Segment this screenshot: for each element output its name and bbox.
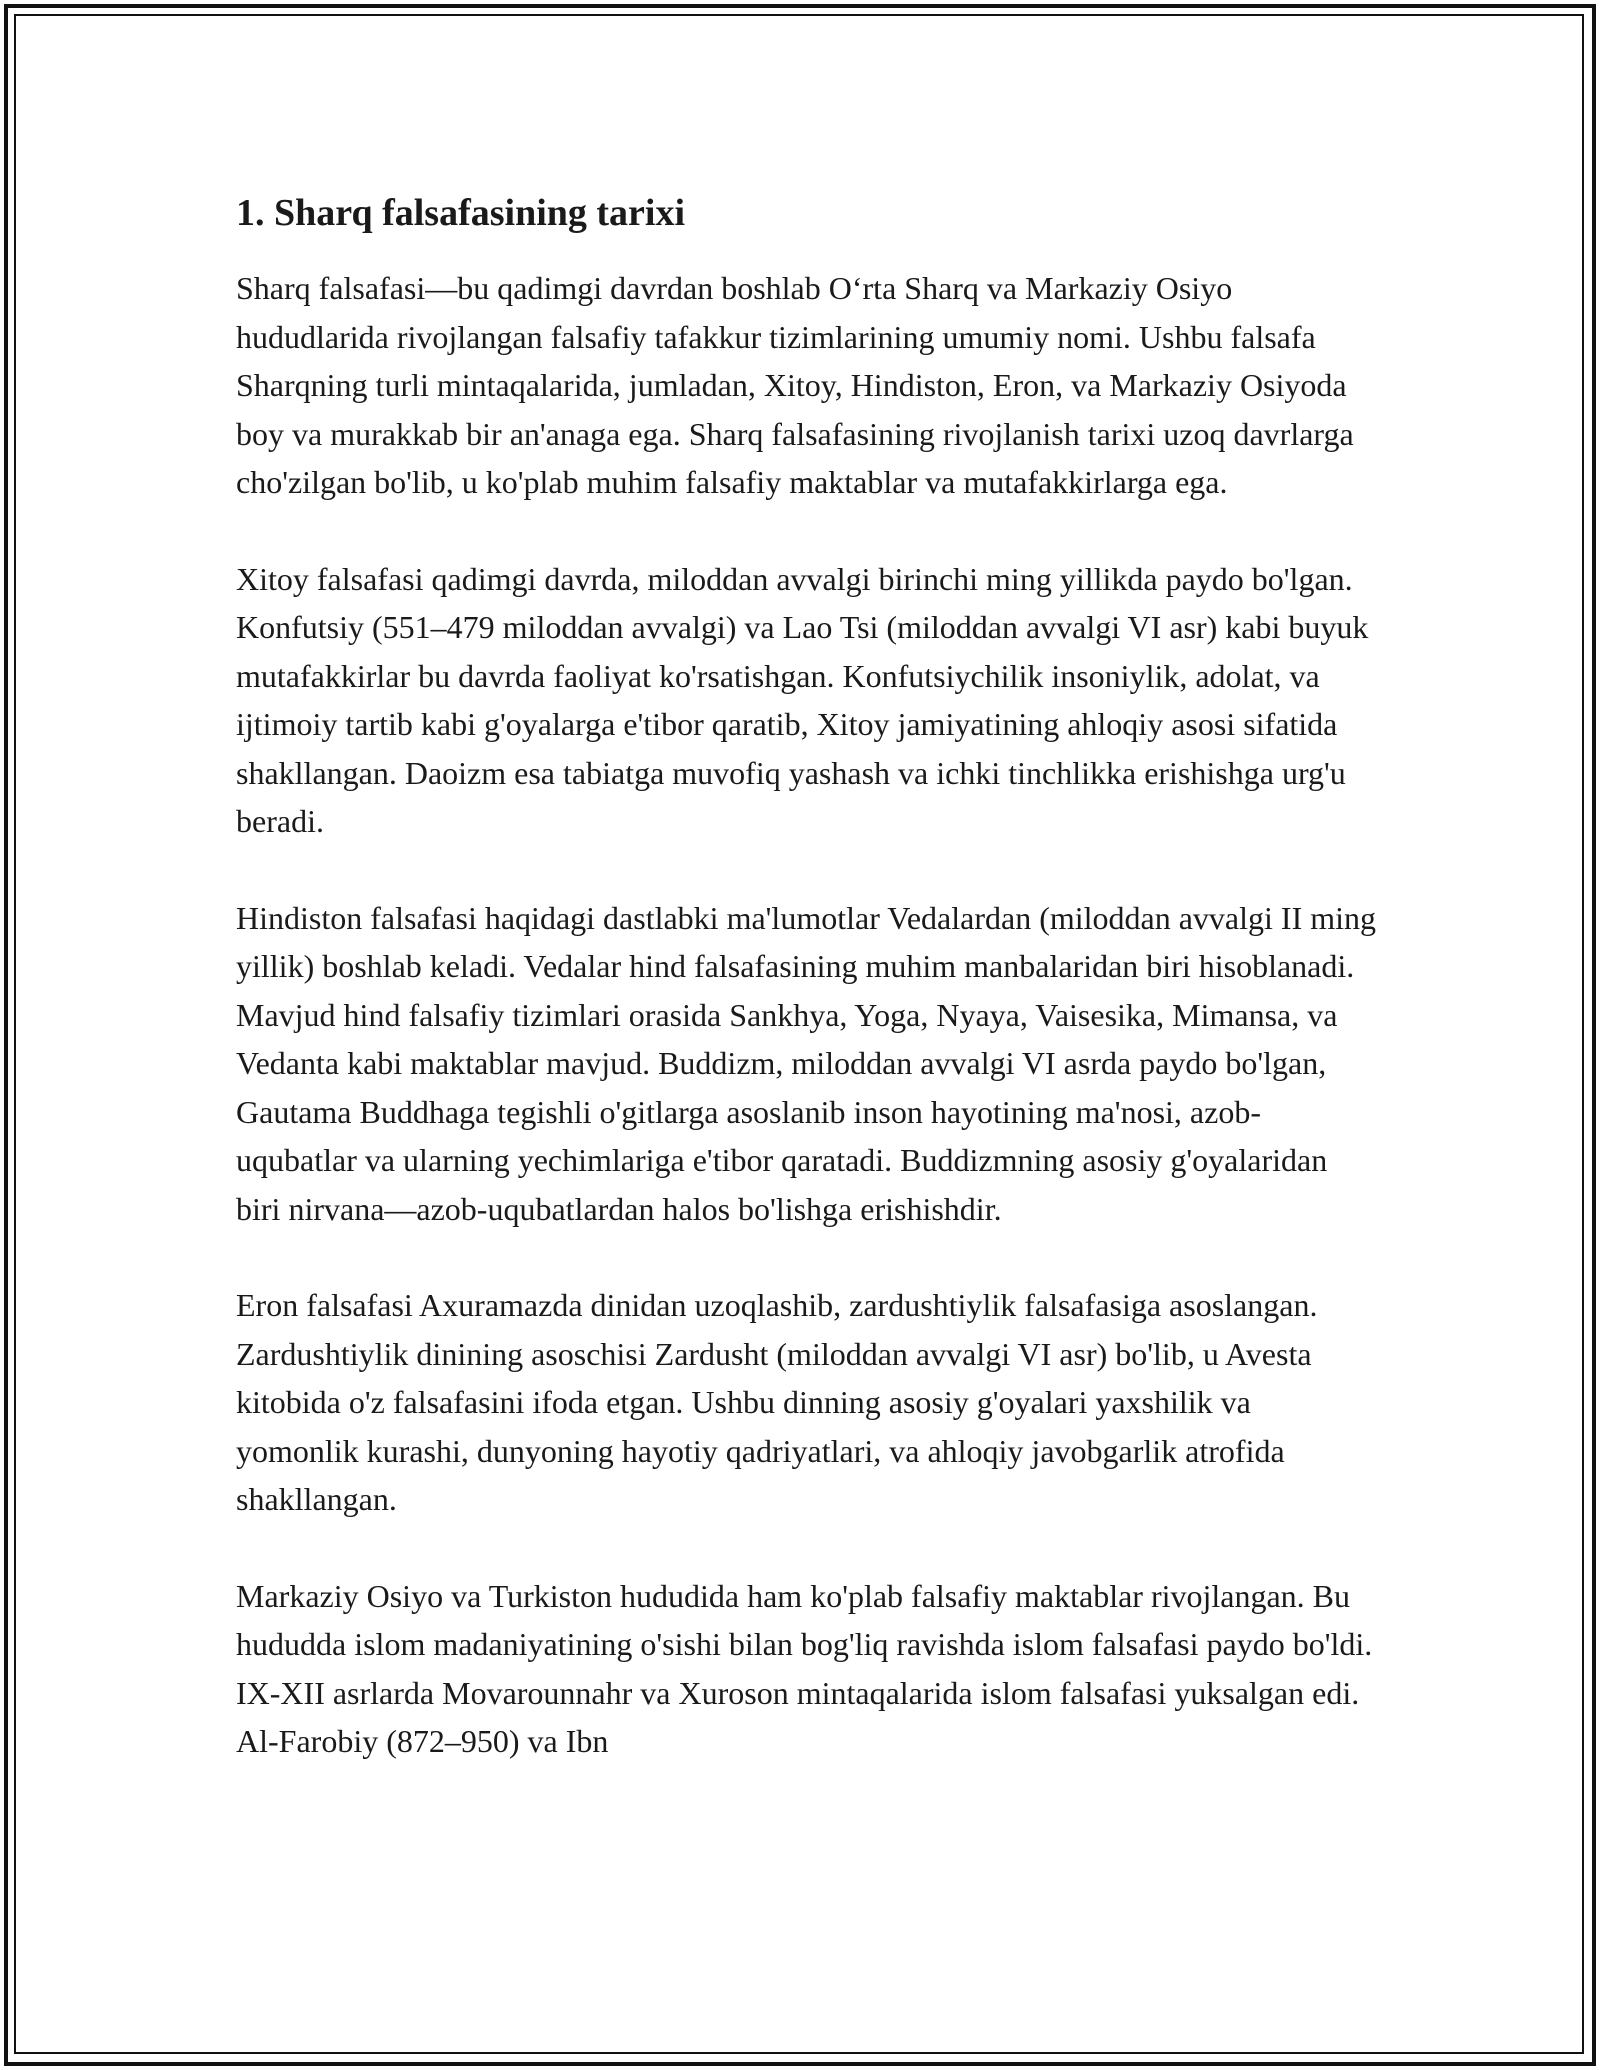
paragraph-xitoy-falsafasi: Xitoy falsafasi qadimgi davrda, miloddan avvalgi birinchi ming yillikda paydo bo'lgan. Konfutsiy (551–479 miloddan avvalgi) va Lao Tsi (miloddan avvalgi VI asr) kabi buyuk mutafakkirlar bu davrda faoliyat ko'rsatishgan. Konfutsiychilik insoniylik, adolat, va ijtimoiy tartib kabi g'oyalarga e'tibor qaratib, Xitoy jamiyatining ahloqiy asosi sifatida shakllangan. Daoizm esa tabiatga muvofiq yashash va ichki tinchlikka erishishga urg'u beradi. [236, 560, 1369, 839]
paragraph-sharq-falsafasi: Sharq falsafasi—bu qadimgi davrdan boshlab O‘rta Sharq va Markaziy Osiyo hududlarida rivojlangan falsafiy tafakkur tizimlarining umumiy nomi. Ushbu falsafa Sharqning turli mintaqalarida, jumladan, Xitoy, Hindiston, Eron, va Markaziy Osiyoda boy va murakkab bir an'anaga ega. Sharq falsafasining rivojlanish tarixi uzoq davrlarga cho'zilgan bo'lib, u ko'plab muhim falsafiy maktablar va mutafakkirlarga ega. [236, 270, 1354, 500]
section-heading: 1. Sharq falsafasining tarixi [236, 192, 686, 234]
paragraph-markaziy-osiyo: Markaziy Osiyo va Turkiston hududida ham ko'plab falsafiy maktablar rivojlangan. Bu hududda islom madaniyatining o'sishi bilan bog'liq ravishda islom falsafasi paydo bo'ldi. IX-XII asrlarda Movarounnahr va Xuroson mintaqalarida islom falsafasi yuksalgan edi. Al-Farobiy (872–950) va Ibn [236, 1577, 1373, 1759]
document-body [236, 188, 1376, 1814]
paragraph-eron-falsafasi: Eron falsafasi Axuramazda dinidan uzoqlashib, zardushtiylik falsafasiga asoslangan. Zardushtiylik dinining asoschisi Zardusht (miloddan avvalgi VI asr) bo'lib, u Avesta kitobida o'z falsafasini ifoda etgan. Ushbu dinning asosiy g'oyalari yaxshilik va yomonlik kurashi, dunyoning hayotiy qadriyatlari, va ahloqiy javobgarlik atrofida shakllangan. [236, 1287, 1318, 1517]
paragraph-hindiston-falsafasi: Hindiston falsafasi haqidagi dastlabki ma'lumotlar Vedalardan (miloddan avvalgi II ming yillik) boshlab keladi. Vedalar hind falsafasining muhim manbalaridan biri hisoblanadi. Mavjud hind falsafiy tizimlari orasida Sankhya, Yoga, Nyaya, Vaisesika, Mimansa, va Vedanta kabi maktablar mavjud. Buddizm, miloddan avvalgi VI asrda paydo bo'lgan, Gautama Buddhaga tegishli o'gitlarga asoslanib inson hayotining ma'nosi, azob-uqubatlar va ularning yechimlariga e'tibor qaratadi. Buddizmning asosiy g'oyalaridan biri nirvana—azob-uqubatlardan halos bo'lishga erishishdir. [236, 899, 1376, 1227]
